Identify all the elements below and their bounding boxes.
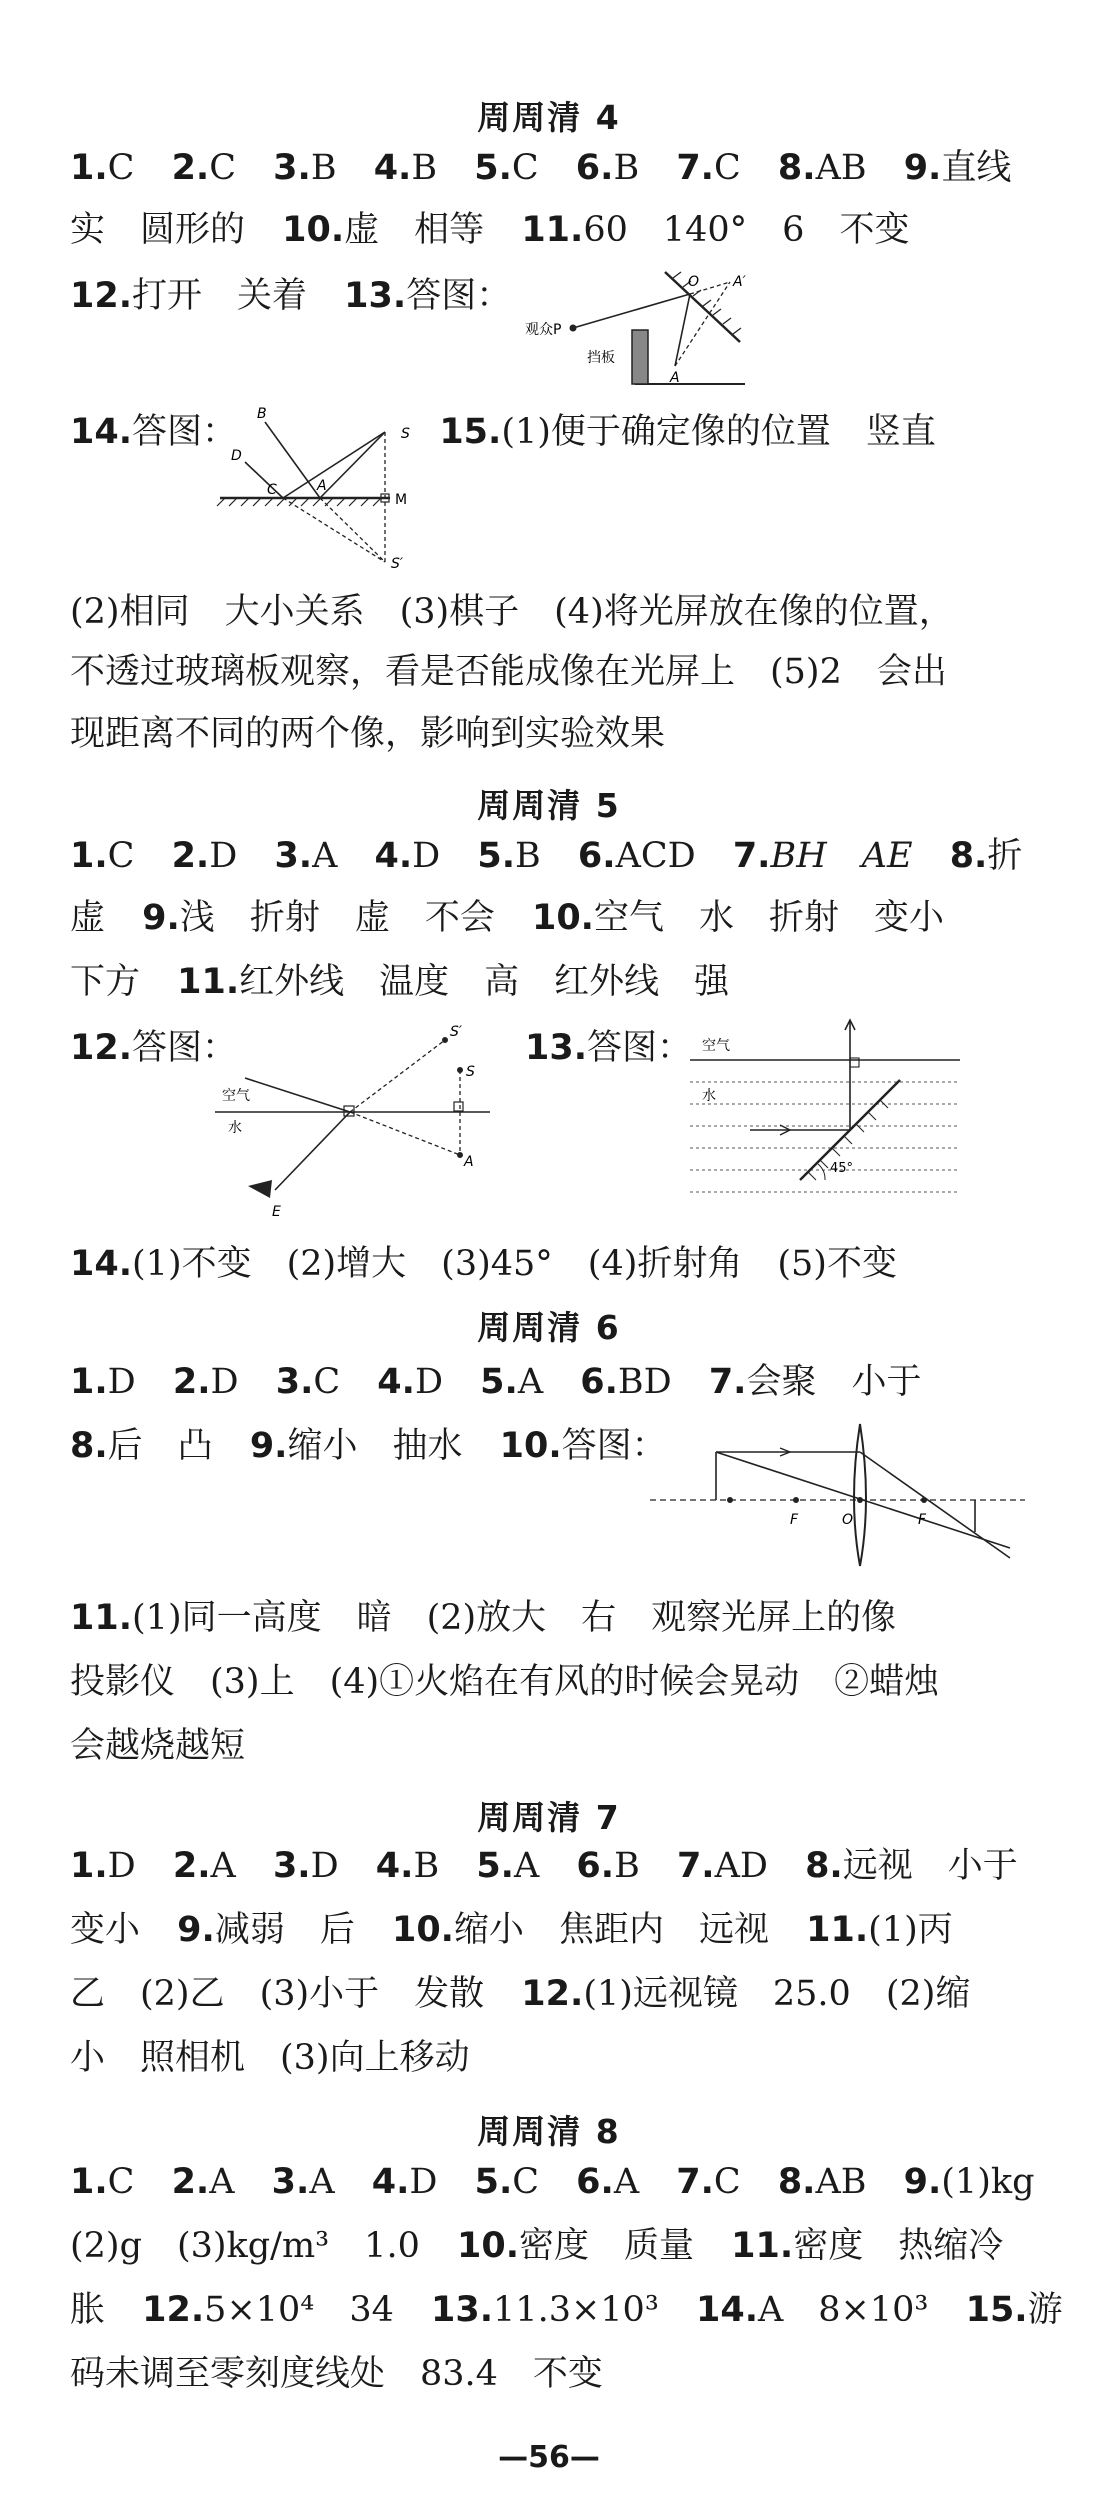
label-O: O (688, 274, 700, 290)
s4-line-3: 12.打开 关着 13.答图： (70, 276, 512, 316)
svg-text:S: S (401, 426, 410, 442)
s8-line-3: 胀 12.5×10⁴ 34 13.11.3×10³ 14.A 8×10³ 15.游 (70, 2290, 1063, 2330)
s6-line-3: 11.(1)同一高度 暗 (2)放大 右 观察光屏上的像 (70, 1598, 897, 1638)
s8-line-1: 1.C 2.A 3.A 4.D 5.C 6.A 7.C 8.AB 9.(1)kg (70, 2162, 1035, 2202)
svg-text:水: 水 (228, 1120, 242, 1136)
s7-line-1: 1.D 2.A 3.D 4.B 5.A 6.B 7.AD 8.远视 小于 (70, 1846, 1018, 1886)
svg-text:S: S (466, 1064, 475, 1080)
svg-text:A: A (464, 1154, 474, 1170)
s6-line-2: 8.后 凸 9.缩小 抽水 10.答图： (70, 1426, 667, 1466)
section-title-4: 周周清 4 (477, 98, 621, 137)
svg-text:F: F (790, 1512, 799, 1528)
s4-line-1: 1.C 2.C 3.B 4.B 5.C 6.B 7.C 8.AB 9.直线 (70, 148, 1012, 188)
label-board: 挡板 (587, 350, 615, 366)
label-A: A (670, 370, 680, 386)
s5-line-2: 虚 9.浅 折射 虚 不会 10.空气 水 折射 变小 (70, 898, 944, 938)
s4-line-2: 实 圆形的 10.虚 相等 11.60 140° 6 不变 (70, 210, 910, 250)
label-A-prime: A′ (733, 274, 746, 290)
s6-line-5: 会越烧越短 (70, 1726, 246, 1766)
svg-text:45°: 45° (830, 1161, 854, 1176)
svg-text:D: D (231, 448, 242, 464)
diagram-q12-refraction (200, 1020, 500, 1220)
section-title-5: 周周清 5 (477, 786, 621, 825)
s4-line-4: 14.答图： 15.(1)便于确定像的位置 竖直 (70, 412, 936, 452)
s5-line-4b: 13.答图： (525, 1028, 693, 1068)
s6-line-4: 投影仪 (3)上 (4)①火焰在有风的时候会晃动 ②蜡烛 (70, 1662, 940, 1702)
s8-line-4: 码未调至零刻度线处 83.4 不变 (70, 2354, 603, 2394)
svg-text:C: C (267, 482, 277, 498)
svg-text:水: 水 (702, 1088, 716, 1104)
section-title-6: 周周清 6 (477, 1308, 621, 1347)
section-title-8: 周周清 8 (477, 2112, 621, 2151)
s4-line-6: 不透过玻璃板观察，看是否能成像在光屏上 (5)2 会出 (70, 652, 947, 692)
s5-line-5: 14.(1)不变 (2)增大 (3)45° (4)折射角 (5)不变 (70, 1244, 897, 1284)
diagram-q14-plane-mirror (205, 402, 425, 572)
s5-line-4a: 12.答图： (70, 1028, 238, 1068)
diagram-q13-underwater-mirror (680, 1020, 970, 1210)
page-number: —56— (498, 2440, 600, 2475)
s7-line-2: 变小 9.减弱 后 10.缩小 焦距内 远视 11.(1)丙 (70, 1910, 953, 1950)
s4-line-5: (2)相同 大小关系 (3)棋子 (4)将光屏放在像的位置， (70, 592, 954, 632)
svg-text:S′: S′ (391, 556, 404, 572)
svg-text:空气: 空气 (222, 1088, 250, 1104)
s7-line-4: 小 照相机 (3)向上移动 (70, 2038, 470, 2078)
svg-text:O: O (842, 1512, 854, 1528)
s6-line-1: 1.D 2.D 3.C 4.D 5.A 6.BD 7.会聚 小于 (70, 1362, 922, 1402)
s8-line-2: (2)g (3)kg/m³ 1.0 10.密度 质量 11.密度 热缩冷 (70, 2226, 1004, 2266)
label-observer: 观众P (525, 322, 562, 338)
diagram-q10-convex-lens (650, 1420, 1030, 1570)
svg-text:B: B (257, 406, 267, 422)
s5-line-1: 1.C 2.D 3.A 4.D 5.B 6.ACD 7.BH AE 8.折 (70, 836, 1023, 876)
svg-text:M: M (395, 492, 408, 508)
s7-line-3: 乙 (2)乙 (3)小于 发散 12.(1)远视镜 25.0 (2)缩 (70, 1974, 971, 2014)
svg-text:A: A (317, 478, 327, 494)
s4-line-7: 现距离不同的两个像，影响到实验效果 (70, 714, 666, 754)
section-title-7: 周周清 7 (477, 1798, 621, 1837)
diagram-q13-periscope (525, 262, 765, 392)
svg-text:E: E (272, 1204, 281, 1220)
svg-text:F: F (918, 1512, 927, 1528)
svg-text:S′: S′ (450, 1024, 463, 1040)
svg-text:空气: 空气 (702, 1038, 730, 1054)
s5-line-3: 下方 11.红外线 温度 高 红外线 强 (70, 962, 730, 1002)
